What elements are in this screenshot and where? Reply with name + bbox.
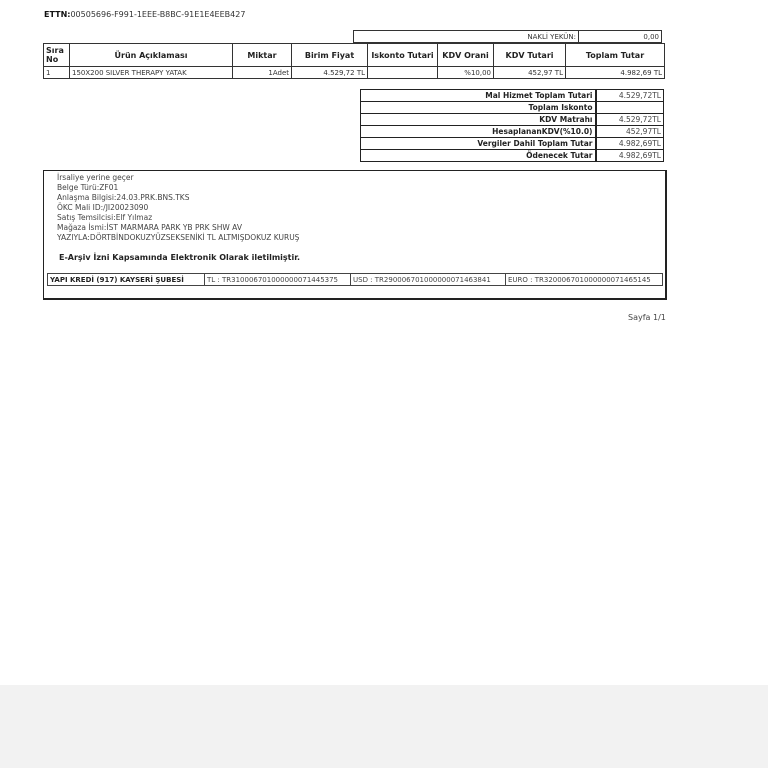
total-label-vergiler-dahil: Vergiler Dahil Toplam Tutar [361, 138, 596, 150]
table-row [44, 67, 665, 79]
total-label-kdv-matrahi: KDV Matrahı [361, 114, 596, 126]
cell-urun: 150X200 SILVER THERAPY YATAK [70, 67, 233, 79]
nakli-yekun-table [353, 30, 662, 43]
notes-box [43, 170, 667, 300]
totals-row [361, 102, 664, 114]
total-label-odenecek: Ödenecek Tutar [361, 150, 596, 162]
cell-sira: 1 [44, 67, 70, 79]
col-sira-no: Sıra No [44, 44, 70, 67]
col-urun-aciklamasi: Ürün Açıklaması [70, 44, 233, 67]
note-line: Mağaza İsmi:İST MARMARA PARK YB PRK SHW AV [57, 223, 242, 232]
notes-block [57, 173, 299, 243]
note-line: ÖKC Mali ID:/JI20023090 [57, 203, 149, 212]
items-table [43, 43, 665, 79]
total-value-mal-hizmet: 4.529,72TL [596, 90, 664, 102]
col-miktar: Miktar [233, 44, 292, 67]
ettn [44, 10, 245, 19]
page-number: Sayfa 1/1 [628, 313, 666, 322]
total-value-iskonto [596, 102, 664, 114]
bank-account-euro: EURO : TR320006701000000071465145 [506, 274, 663, 286]
ettn-label: ETTN: [44, 10, 71, 19]
cell-miktar: 1Adet [233, 67, 292, 79]
nakli-yekun-value: 0,00 [579, 31, 662, 43]
cell-kdv-orani: %10,00 [438, 67, 494, 79]
totals-row [361, 138, 664, 150]
ettn-value: 00505696-F991-1EEE-B8BC-91E1E4EEB427 [70, 10, 246, 19]
totals-table [360, 89, 664, 162]
earsiv-note: E-Arşiv İzni Kapsamında Elektronik Olarak iletilmiştir. [59, 253, 301, 262]
total-value-hesaplanan-kdv: 452,97TL [596, 126, 664, 138]
bank-accounts-table [47, 273, 663, 286]
col-birim-fiyat: Birim Fiyat [292, 44, 368, 67]
cell-iskonto [368, 67, 438, 79]
total-value-vergiler-dahil: 4.982,69TL [596, 138, 664, 150]
total-value-odenecek: 4.982,69TL [596, 150, 664, 162]
bank-name: YAPI KREDİ (917) KAYSERİ ŞUBESİ [48, 274, 205, 286]
cell-kdv-tutari: 452,97 TL [494, 67, 566, 79]
totals-row [361, 114, 664, 126]
bank-row [48, 274, 663, 286]
totals-row [361, 90, 664, 102]
cell-toplam-tutar: 4.982,69 TL [566, 67, 665, 79]
nakli-yekun-label: NAKLİ YEKÜN: [354, 31, 579, 43]
total-label-hesaplanan-kdv: HesaplananKDV(%10.0) [361, 126, 596, 138]
bank-account-usd: USD : TR290006701000000071463841 [351, 274, 506, 286]
note-line: İrsaliye yerine geçer [57, 173, 134, 182]
total-value-kdv-matrahi: 4.529,72TL [596, 114, 664, 126]
col-toplam-tutar: Toplam Tutar [566, 44, 665, 67]
note-line: Satış Temsilcisi:Elf Yılmaz [57, 213, 153, 222]
note-line: Belge Türü:ZF01 [57, 183, 119, 192]
total-label-mal-hizmet: Mal Hizmet Toplam Tutari [361, 90, 596, 102]
cell-birim-fiyat: 4.529,72 TL [292, 67, 368, 79]
note-line: Anlaşma Bilgisi:24.03.PRK.BNS.TKS [57, 193, 190, 202]
totals-row [361, 150, 664, 162]
bank-account-tl: TL : TR310006701000000071445375 [205, 274, 351, 286]
footer-band [0, 685, 768, 768]
col-kdv-orani: KDV Orani [438, 44, 494, 67]
total-label-iskonto: Toplam Iskonto [361, 102, 596, 114]
note-line: YAZIYLA:DÖRTBİNDOKUZYÜZSEKSENİKİ TL ALTMIŞDOKUZ KURUŞ [57, 233, 300, 242]
col-iskonto-tutari: Iskonto Tutari [368, 44, 438, 67]
col-kdv-tutari: KDV Tutari [494, 44, 566, 67]
totals-row [361, 126, 664, 138]
